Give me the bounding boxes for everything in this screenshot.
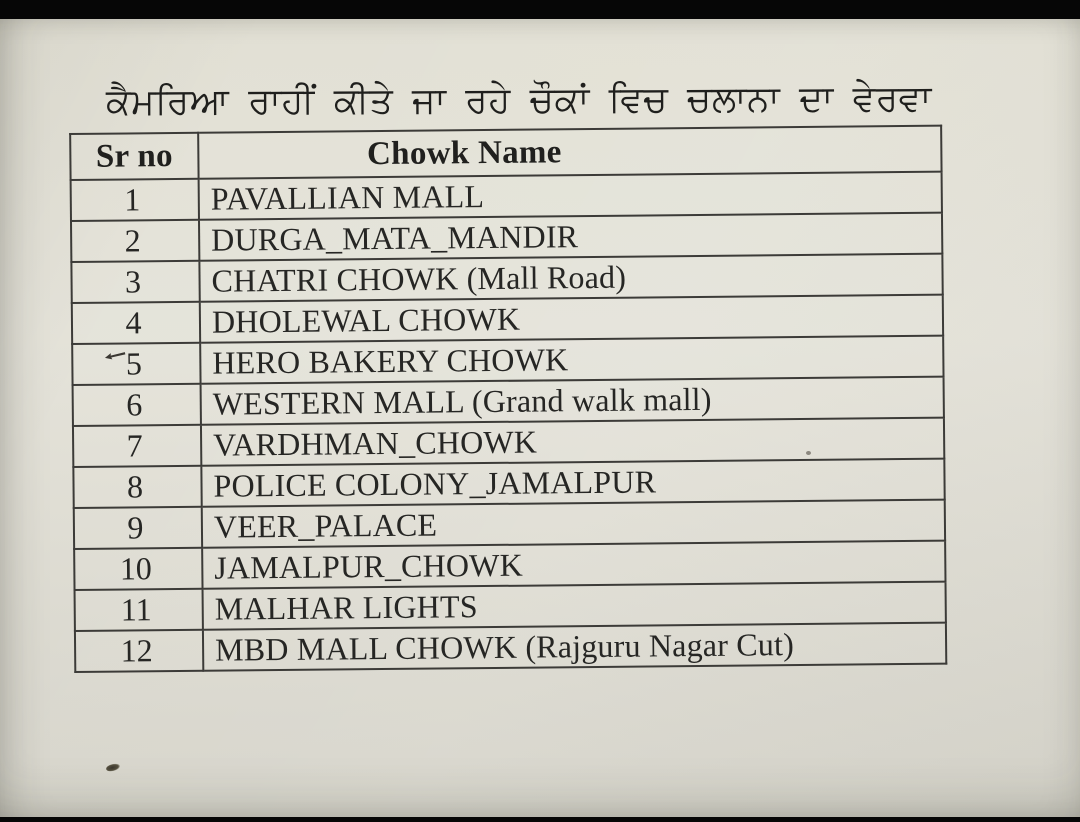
sr-no-cell: 9: [74, 507, 202, 549]
sr-no-cell: 1: [71, 179, 199, 221]
sr-no-cell: 7: [73, 425, 201, 467]
table-row: [75, 623, 946, 672]
chowk-name-cell: PAVALLIAN MALL: [199, 172, 942, 220]
chowk-name-cell: POLICE COLONY_JAMALPUR: [201, 459, 944, 507]
chowk-name-cell: DHOLEWAL CHOWK: [200, 295, 943, 343]
sr-no-cell: 12: [75, 630, 203, 672]
sr-no-cell: 2: [71, 220, 199, 262]
sr-no-cell: 8: [73, 466, 201, 508]
paper-speck: [806, 451, 811, 455]
top-letterbox-bar: [0, 0, 1080, 19]
header-row: [70, 126, 941, 180]
sr-no-cell: 3: [71, 261, 199, 303]
document-title: ਕੈਮਰਿਆ ਰਾਹੀਂ ਕੀਤੇ ਜਾ ਰਹੇ ਚੌਕਾਂ ਵਿਚ ਚਲਾਨਾ ਦਾ ਵੇਰਵਾ: [105, 78, 933, 123]
sr-no-cell: 11: [75, 589, 203, 631]
column-header-sr-no: Sr no: [70, 133, 198, 180]
stray-arrow-mark: [102, 346, 127, 361]
chowk-table: [69, 125, 947, 673]
chowk-name-cell: JAMALPUR_CHOWK: [202, 541, 945, 589]
chowk-name-cell: HERO BAKERY CHOWK: [200, 336, 943, 384]
chowk-name-cell: VARDHMAN_CHOWK: [201, 418, 944, 466]
bottom-letterbox-bar: [0, 817, 1080, 822]
sr-no-cell: 4: [72, 302, 200, 344]
chowk-name-cell: DURGA_MATA_MANDIR: [199, 213, 942, 261]
table-wrap: [69, 125, 947, 673]
chowk-name-cell: VEER_PALACE: [202, 500, 945, 548]
ink-smudge: [105, 762, 120, 772]
chowk-name-cell: MBD MALL CHOWK (Rajguru Nagar Cut): [203, 623, 946, 671]
sr-no-cell: 10: [74, 548, 202, 590]
table-body: [71, 172, 947, 672]
sr-no-cell: 5: [72, 343, 200, 385]
document-paper: [0, 19, 1080, 817]
chowk-name-cell: MALHAR LIGHTS: [203, 582, 946, 630]
column-header-chowk-name: Chowk Name: [198, 126, 941, 179]
chowk-name-cell: WESTERN MALL (Grand walk mall): [201, 377, 944, 425]
chowk-name-cell: CHATRI CHOWK (Mall Road): [199, 254, 942, 302]
sr-no-cell: 6: [73, 384, 201, 426]
